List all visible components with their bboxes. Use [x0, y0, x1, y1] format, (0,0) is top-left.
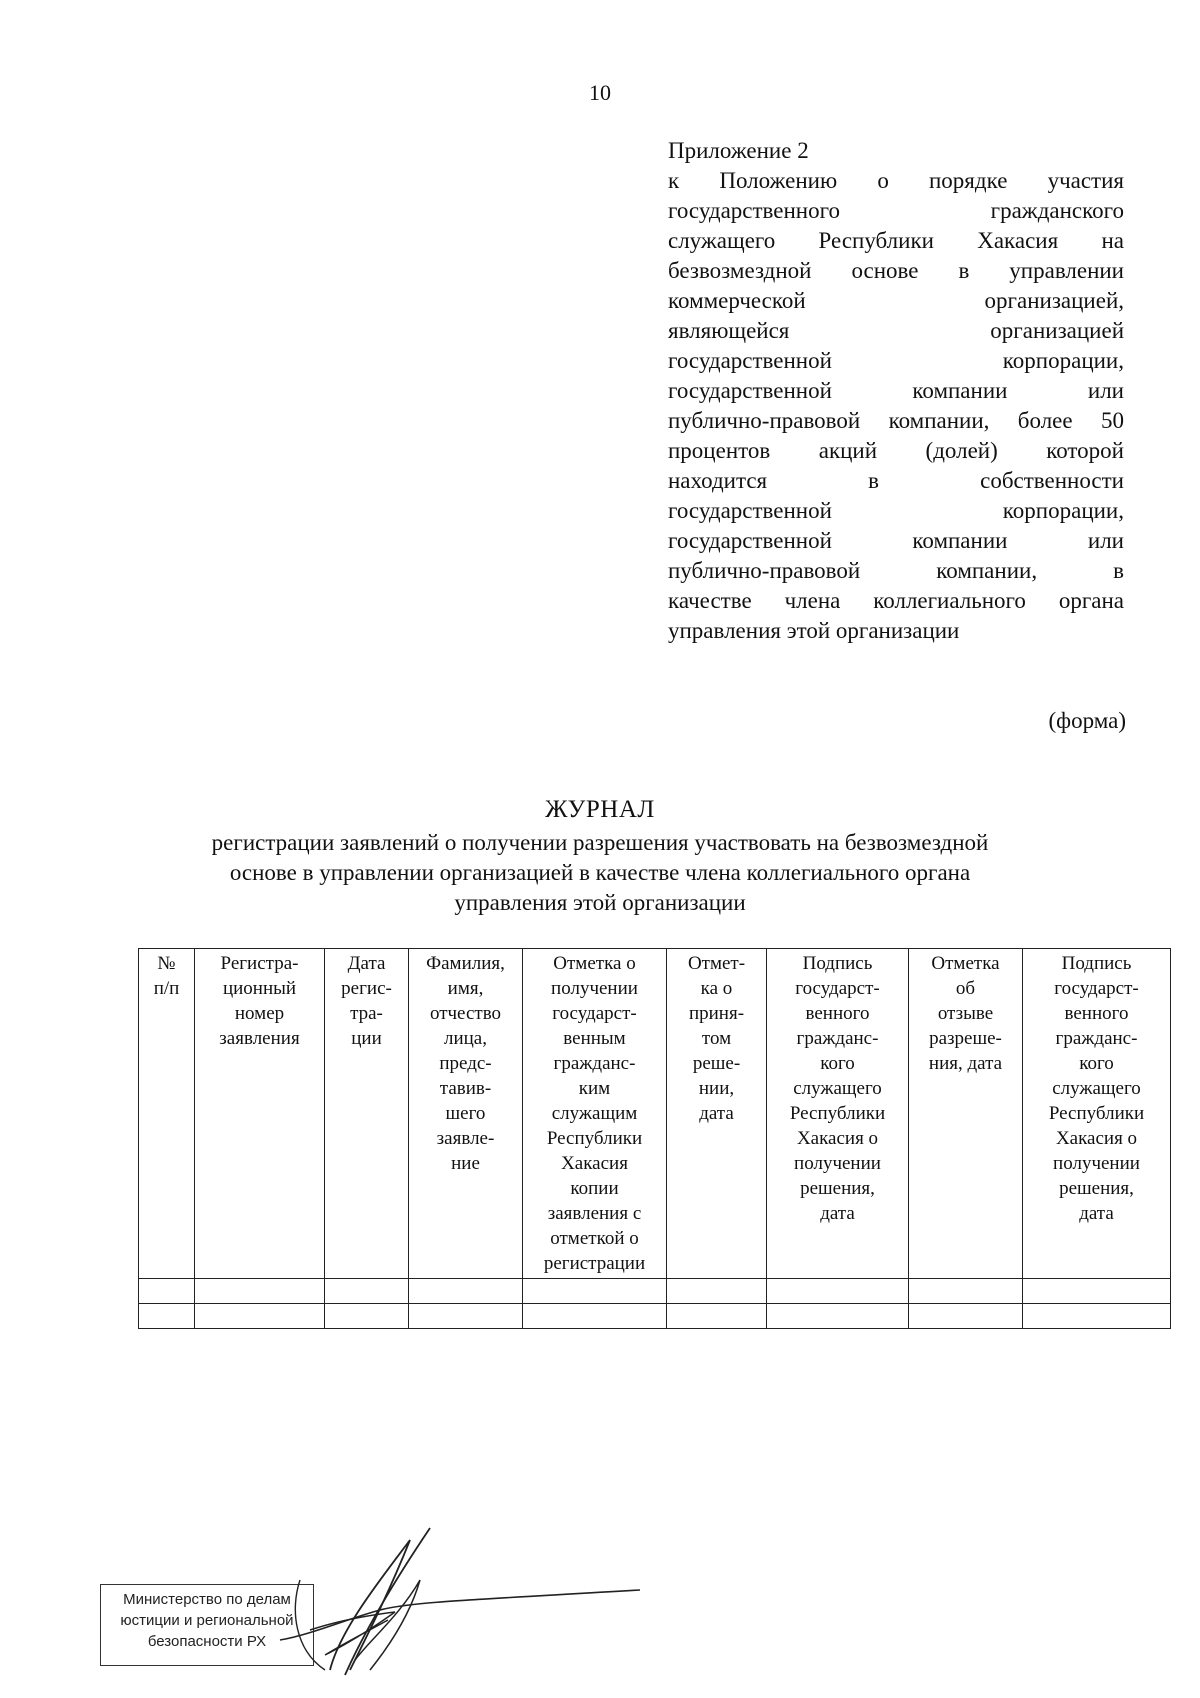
- column-header-decision-mark: Отмет- ка о приня- том реше- нии, дата: [667, 949, 767, 1279]
- column-header-applicant-name: Фамилия, имя, отчество лица, предс- тавив- шего заявле- ние: [409, 949, 523, 1279]
- table-row: [139, 1279, 1171, 1304]
- appendix-line: государственной компании или: [668, 528, 1124, 553]
- journal-subtitle-line: основе в управлении организацией в качестве члена коллегиального органа: [229, 860, 971, 885]
- appendix-line: публично-правовой компании, более 50: [668, 408, 1124, 433]
- appendix-line: коммерческой организацией,: [668, 288, 1124, 313]
- appendix-line: к Положению о порядке участия: [668, 168, 1124, 193]
- column-header-number: № п/п: [139, 949, 195, 1279]
- table-cell: [767, 1304, 909, 1329]
- column-header-reg-number: Регистра- ционный номер заявления: [195, 949, 325, 1279]
- column-header-revocation-receipt-signature: Подпись государст- венного гражданс- кого служащего Республики Хакасия о получении решения, дата: [1023, 949, 1171, 1279]
- journal-table: [138, 948, 1171, 1329]
- table-cell: [139, 1304, 195, 1329]
- appendix-line: управления этой организации: [668, 618, 960, 643]
- table-cell: [325, 1279, 409, 1304]
- handwritten-signature: [270, 1520, 650, 1690]
- table-cell: [409, 1304, 523, 1329]
- table-cell: [909, 1279, 1023, 1304]
- appendix-line: находится в собственности: [668, 468, 1124, 493]
- column-header-revocation-mark: Отметка об отзыве разреше- ния, дата: [909, 949, 1023, 1279]
- table-cell: [1023, 1279, 1171, 1304]
- table-cell: [409, 1279, 523, 1304]
- appendix-line: государственного гражданского: [668, 198, 1124, 223]
- form-mark: (форма): [1048, 708, 1126, 733]
- table-cell: [667, 1279, 767, 1304]
- table-cell: [523, 1279, 667, 1304]
- table-cell: [325, 1304, 409, 1329]
- appendix-body: [668, 166, 1124, 646]
- journal-subtitle-line: управления этой организации: [454, 890, 746, 915]
- column-header-decision-receipt-signature: Подпись государст- венного гражданс- кого служащего Республики Хакасия о получении решения, дата: [767, 949, 909, 1279]
- table-cell: [767, 1279, 909, 1304]
- appendix-line: процентов акций (долей) которой: [668, 438, 1124, 463]
- journal-subtitle: [150, 828, 1050, 918]
- column-header-reg-date: Дата регис- тра- ции: [325, 949, 409, 1279]
- table-row: [139, 1304, 1171, 1329]
- stamp-line: безопасности РХ: [147, 1633, 267, 1650]
- table-cell: [139, 1279, 195, 1304]
- appendix-line: служащего Республики Хакасия на: [668, 228, 1124, 253]
- appendix-line: являющейся организацией: [668, 318, 1124, 343]
- appendix-line: государственной корпорации,: [668, 348, 1124, 373]
- stamp-line: Министерство по делам: [123, 1591, 291, 1608]
- stamp-line: юстиции и региональной: [120, 1612, 294, 1629]
- appendix-line: государственной компании или: [668, 378, 1124, 403]
- column-header-copy-receipt-mark: Отметка о получении государст- венным гражданс- ким служащим Республики Хакасия копии заявления с отметкой о регистрации: [523, 949, 667, 1279]
- appendix-heading: Приложение 2: [668, 138, 809, 163]
- table-cell: [195, 1279, 325, 1304]
- journal-subtitle-line: регистрации заявлений о получении разрешения участвовать на безвозмездной: [211, 830, 989, 855]
- table-cell: [1023, 1304, 1171, 1329]
- appendix-line: государственной корпорации,: [668, 498, 1124, 523]
- table-cell: [667, 1304, 767, 1329]
- table-cell: [523, 1304, 667, 1329]
- table-cell: [909, 1304, 1023, 1329]
- appendix-line: качестве члена коллегиального органа: [668, 588, 1124, 613]
- appendix-line: безвозмездной основе в управлении: [668, 258, 1124, 283]
- page-number: 10: [589, 80, 611, 105]
- journal-title: ЖУРНАЛ: [545, 796, 655, 823]
- table-header-row: [139, 949, 1171, 1279]
- table-cell: [195, 1304, 325, 1329]
- appendix-line: публично-правовой компании, в: [668, 558, 1124, 583]
- appendix-block: [668, 136, 1124, 646]
